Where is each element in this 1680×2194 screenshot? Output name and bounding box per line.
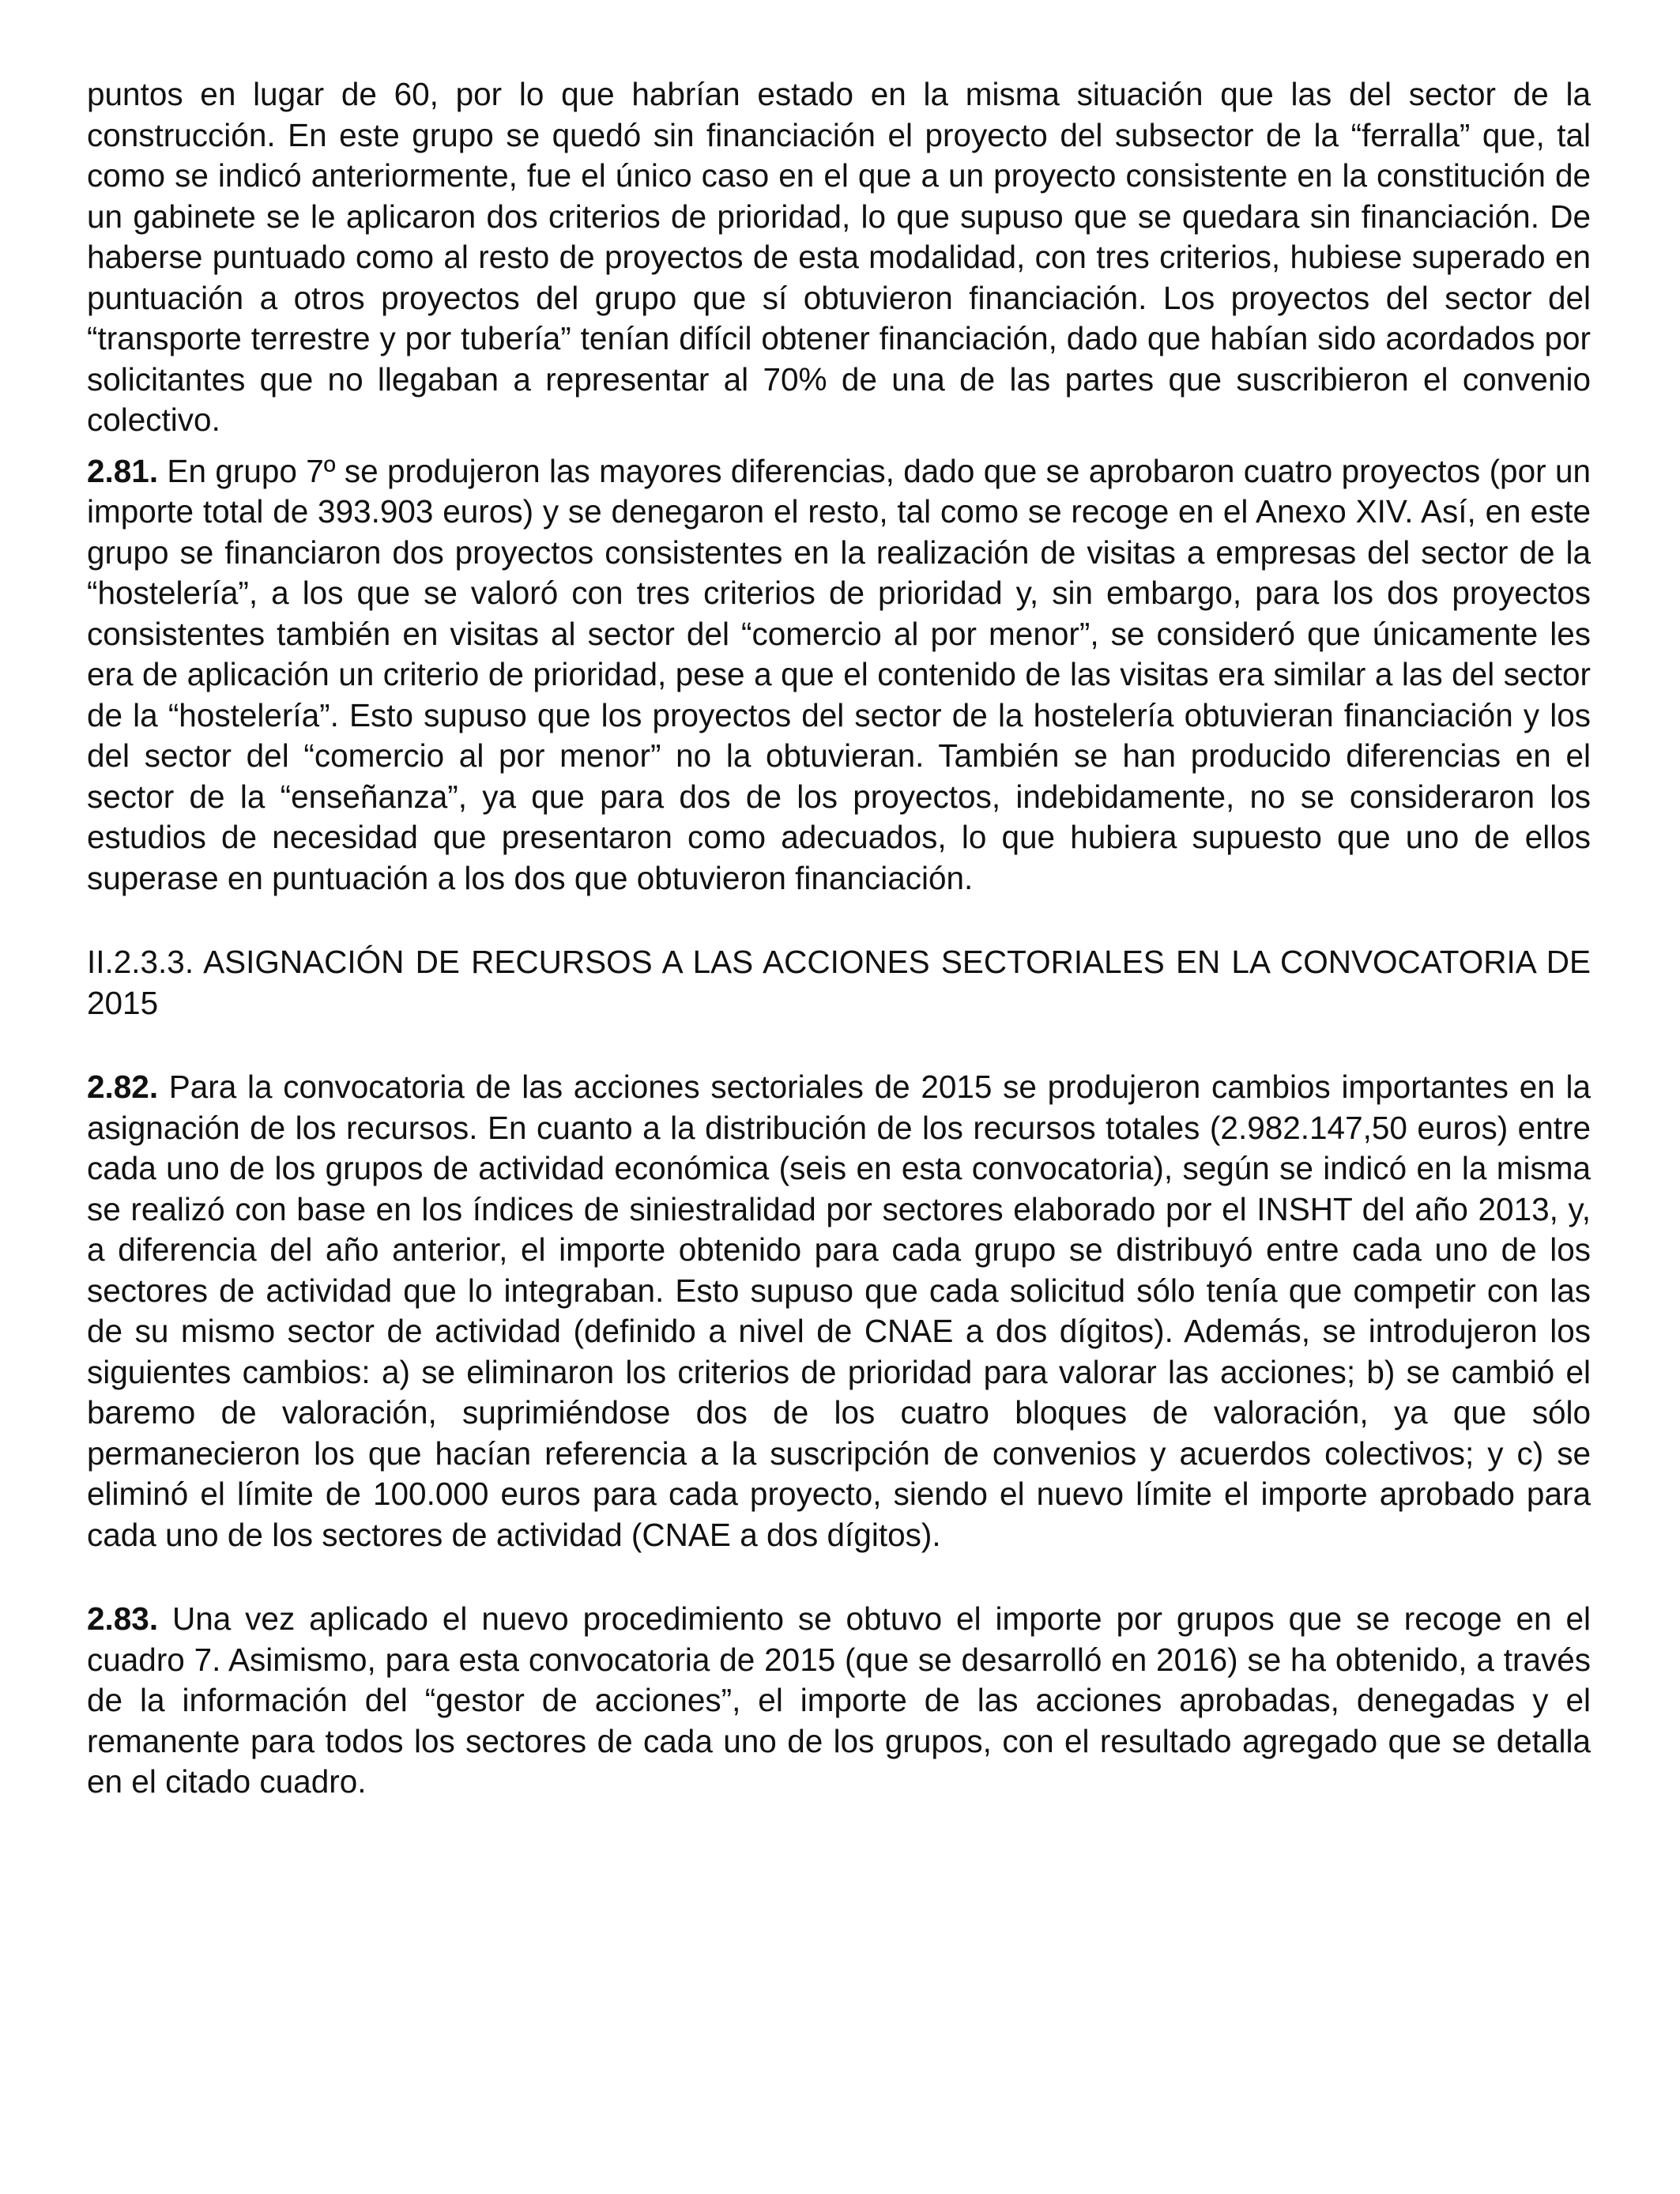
spacer bbox=[87, 441, 1591, 451]
paragraph-intro bbox=[87, 74, 1591, 441]
paragraph-number: 2.81. bbox=[87, 452, 159, 489]
paragraph-intro-text: puntos en lugar de 60, por lo que habrían estado en la misma situación que las del sector de la construcción. En este grupo se quedó sin financiación el proyecto del subsector de la “ferralla” que, tal como se indicó anteriormente, fue el único caso en el que a un proyecto consistente en la constitución de un gabinete se le aplicaron dos criterios de prioridad, lo que supuso que se quedara sin financiación. De haberse puntuado como al resto de proyectos de esta modalidad, con tres criterios, hubiese superado en puntuación a otros proyectos del grupo que sí obtuvieron financiación. Los proyectos del sector del “transporte terrestre y por tubería” tenían difícil obtener financiación, dado que habían sido acordados por solicitantes que no llegaban a representar al 70% de una de las partes que suscribieron el convenio colectivo. bbox=[87, 76, 1591, 438]
spacer bbox=[87, 1555, 1591, 1599]
paragraph-number: 2.83. bbox=[87, 1600, 159, 1637]
spacer bbox=[87, 899, 1591, 942]
paragraph-2-82 bbox=[87, 1067, 1591, 1555]
section-heading: II.2.3.3. ASIGNACIÓN DE RECURSOS A LAS ACCIONES SECTORIALES EN LA CONVOCATORIA DE 2015 bbox=[87, 944, 1591, 1021]
paragraph-2-83 bbox=[87, 1599, 1591, 1803]
paragraph-text: En grupo 7º se produjeron las mayores diferencias, dado que se aprobaron cuatro proyectos (por un importe total de 393.903 euros) y se denegaron el resto, tal como se recoge en el Anexo XIV. Así, en este grupo se financiaron dos proyectos consistentes en la realización de visitas a empresas del sector de la “hostelería”, a los que se valoró con tres criterios de prioridad y, sin embargo, para los dos proyectos consistentes también en visitas al sector del “comercio al por menor”, se consideró que únicamente les era de aplicación un criterio de prioridad, pese a que el contenido de las visitas era similar a las del sector de la “hostelería”. Esto supuso que los proyectos del sector de la hostelería obtuvieran financiación y los del sector del “comercio al por menor” no la obtuvieran. También se han producido diferencias en el sector de la “enseñanza”, ya que para dos de los proyectos, indebidamente, no se consideraron los estudios de necesidad que presentaron como adecuados, lo que hubiera supuesto que uno de ellos superase en puntuación a los dos que obtuvieron financiación. bbox=[87, 452, 1591, 896]
spacer bbox=[87, 1023, 1591, 1067]
paragraph-number: 2.82. bbox=[87, 1069, 159, 1105]
paragraph-text: Para la convocatoria de las acciones sectoriales de 2015 se produjeron cambios importantes en la asignación de los recursos. En cuanto a la distribución de los recursos totales (2.982.147,50 euros) entre cada uno de los grupos de actividad económica (seis en esta convocatoria), según se indicó en la misma se realizó con base en los índices de siniestralidad por sectores elaborado por el INSHT del año 2013, y, a diferencia del año anterior, el importe obtenido para cada grupo se distribuyó entre cada uno de los sectores de actividad que lo integraban. Esto supuso que cada solicitud sólo tenía que competir con las de su mismo sector de actividad (definido a nivel de CNAE a dos dígitos). Además, se introdujeron los siguientes cambios: a) se eliminaron los criterios de prioridad para valorar las acciones; b) se cambió el baremo de valoración, suprimiéndose dos de los cuatro bloques de valoración, ya que sólo permanecieron los que hacían referencia a la suscripción de convenios y acuerdos colectivos; y c) se eliminó el límite de 100.000 euros para cada proyecto, siendo el nuevo límite el importe aprobado para cada uno de los sectores de actividad (CNAE a dos dígitos). bbox=[87, 1069, 1591, 1553]
paragraph-2-81 bbox=[87, 451, 1591, 899]
paragraph-text: Una vez aplicado el nuevo procedimiento se obtuvo el importe por grupos que se recoge en el cuadro 7. Asimismo, para esta convocatoria de 2015 (que se desarrolló en 2016) se ha obtenido, a través de la información del “gestor de acciones”, el importe de las acciones aprobadas, denegadas y el remanente para todos los sectores de cada uno de los grupos, con el resultado agregado que se detalla en el citado cuadro. bbox=[87, 1600, 1591, 1800]
